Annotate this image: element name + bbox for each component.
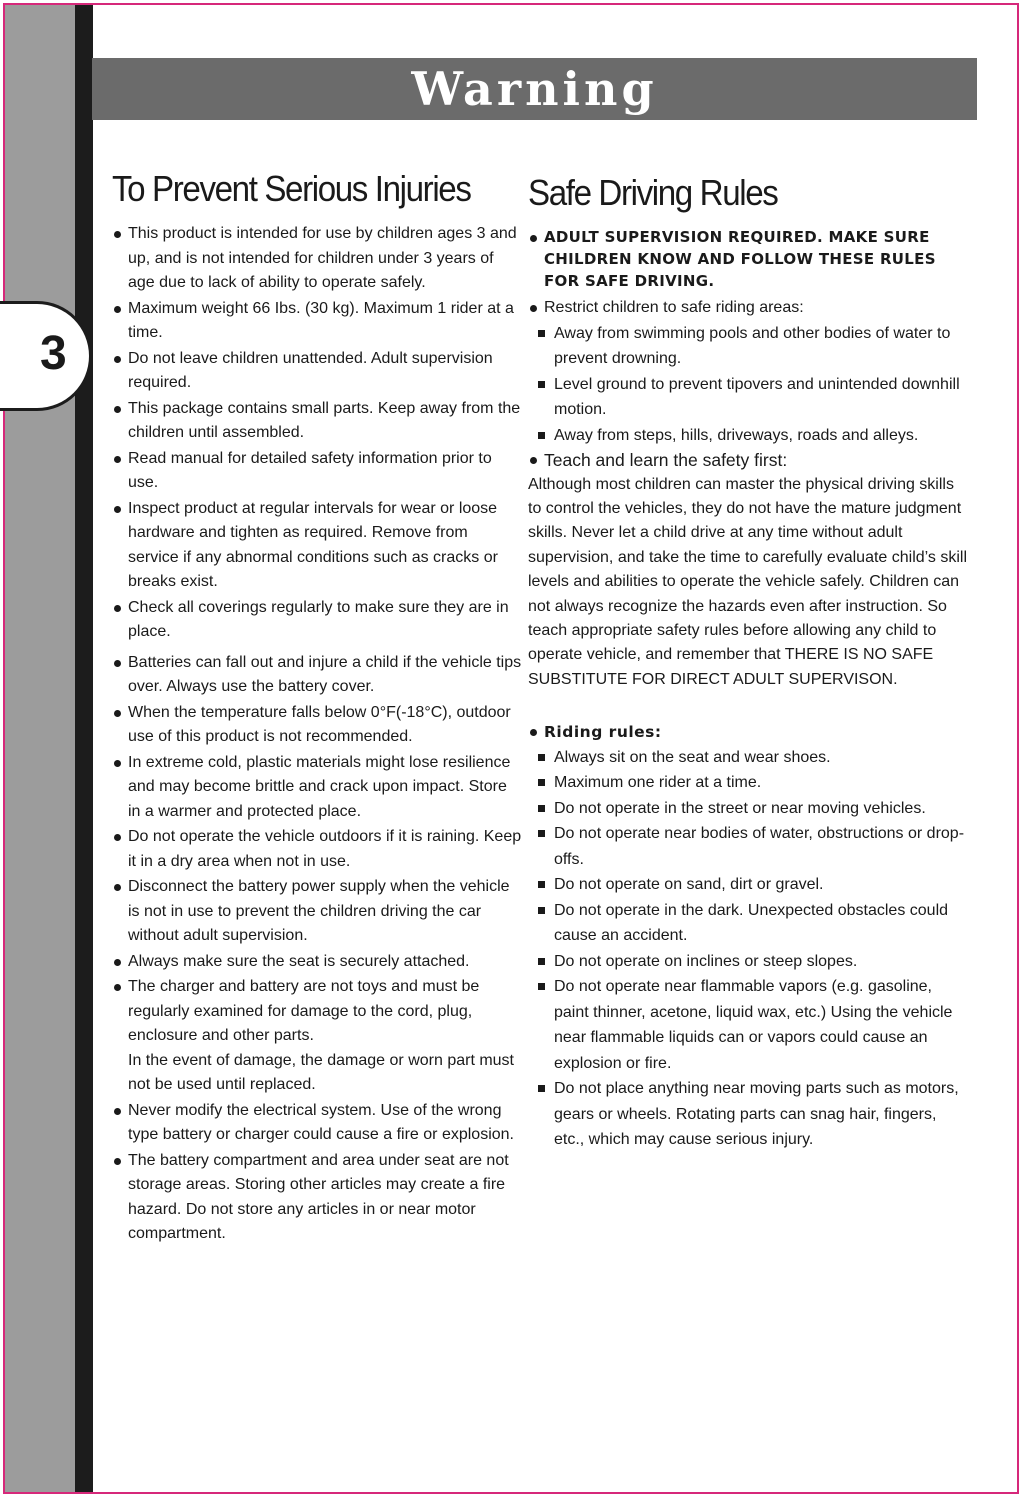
list-item: Do not operate in the dark. Unexpected obstacles could cause an accident. bbox=[528, 898, 968, 949]
restrict-list bbox=[528, 321, 968, 449]
list-item: Never modify the electrical system. Use of the wrong type battery or charger could cause a fire or explosion. bbox=[112, 1099, 522, 1148]
list-item: Do not leave children unattended. Adult supervision required. bbox=[112, 347, 522, 396]
list-item: Away from swimming pools and other bodies of water to prevent drowning. bbox=[528, 321, 968, 372]
teach-paragraph: Although most children can master the physical driving skills to control the vehicles, they do not have the mature judgment skills. Never let a child drive at any time without adult supervision, and take the time to carefully evaluate child’s skill levels and abilities to operate the vehicle safely. Children can not always recognize the hazards even after instruction. So teach appropriate safety rules before allowing any child to operate vehicle, and remember that THERE IS NO SAFE SUBSTITUTE FOR DIRECT ADULT SUPERVISON. bbox=[528, 475, 968, 688]
side-strip-gray bbox=[5, 5, 75, 1494]
list-item: Do not place anything near moving parts such as motors, gears or wheels. Rotating parts can snag hair, fingers, etc., which may cause serious injury. bbox=[528, 1076, 968, 1153]
restrict-heading: Restrict children to safe riding areas: bbox=[528, 296, 968, 321]
section-title-safe-driving: Safe Driving Rules bbox=[528, 172, 778, 213]
list-item: Do not operate on sand, dirt or gravel. bbox=[528, 872, 968, 898]
list-item: Read manual for detailed safety information prior to use. bbox=[112, 447, 522, 496]
banner-title: Warning bbox=[411, 62, 658, 116]
side-strip-dark bbox=[75, 5, 93, 1494]
injury-list bbox=[112, 222, 522, 1247]
list-item: Do not operate in the street or near moving vehicles. bbox=[528, 796, 968, 822]
list-item: When the temperature falls below 0°F(-18°C), outdoor use of this product is not recommended. bbox=[112, 701, 522, 750]
list-item: Level ground to prevent tipovers and unintended downhill motion. bbox=[528, 372, 968, 423]
list-item: Disconnect the battery power supply when the vehicle is not in use to prevent the children driving the car without adult supervision. bbox=[112, 875, 522, 949]
riding-heading: Riding rules: bbox=[528, 720, 968, 745]
teach-heading: Teach and learn the safety first: bbox=[528, 448, 968, 473]
list-item: Always make sure the seat is securely attached. bbox=[112, 950, 522, 975]
list-item: Do not operate on inclines or steep slopes. bbox=[528, 949, 968, 975]
list-item: Inspect product at regular intervals for wear or loose hardware and tighten as required. Remove from service if any abnormal conditions such as cracks or breaks exist. bbox=[112, 497, 522, 595]
list-item: In extreme cold, plastic materials might lose resilience and may become brittle and crack upon impact. Store in a warmer and protected place. bbox=[112, 751, 522, 825]
riding-heading-list bbox=[528, 720, 968, 745]
driving-list bbox=[528, 226, 968, 321]
list-item: Batteries can fall out and injure a child if the vehicle tips over. Always use the battery cover. bbox=[112, 651, 522, 700]
right-column bbox=[528, 168, 968, 1153]
list-item: Maximum one rider at a time. bbox=[528, 770, 968, 796]
list-item: This product is intended for use by children ages 3 and up, and is not intended for children under 3 years of age due to lack of ability to operate safely. bbox=[112, 222, 522, 296]
teach-list bbox=[528, 448, 968, 473]
list-item bbox=[112, 975, 522, 1098]
list-item: Maximum weight 66 Ibs. (30 kg). Maximum 1 rider at a time. bbox=[112, 297, 522, 346]
list-item: Check all coverings regularly to make sure they are in place. bbox=[112, 596, 522, 645]
list-item: This package contains small parts. Keep away from the children until assembled. bbox=[112, 397, 522, 446]
list-item: Always sit on the seat and wear shoes. bbox=[528, 745, 968, 771]
list-item: The battery compartment and area under seat are not storage areas. Storing other articles may create a fire hazard. Do not store any articles in or near motor compartment. bbox=[112, 1149, 522, 1247]
list-item: Do not operate the vehicle outdoors if it is raining. Keep it in a dry area when not in use. bbox=[112, 825, 522, 874]
riding-list bbox=[528, 745, 968, 1153]
page-number: 3 bbox=[40, 327, 67, 380]
adult-supervision-notice: ADULT SUPERVISION REQUIRED. MAKE SURE CHILDREN KNOW AND FOLLOW THESE RULES FOR SAFE DRIVING. bbox=[528, 226, 968, 292]
list-item-text: In the event of damage, the damage or worn part must not be used until replaced. bbox=[128, 1051, 514, 1093]
list-item: Do not operate near flammable vapors (e.g. gasoline, paint thinner, acetone, liquid wax, etc.) Using the vehicle near flammable liquids can or vapors could cause an explosion or fire. bbox=[528, 974, 968, 1076]
list-item: Away from steps, hills, driveways, roads and alleys. bbox=[528, 423, 968, 449]
list-item: Do not operate near bodies of water, obstructions or drop-offs. bbox=[528, 821, 968, 872]
left-column bbox=[112, 168, 522, 1248]
section-title-prevent-injuries: To Prevent Serious Injuries bbox=[112, 168, 471, 209]
list-item-text: The charger and battery are not toys and must be regularly examined for damage to the cord, plug, enclosure and other parts. bbox=[128, 978, 480, 1044]
warning-banner bbox=[92, 58, 977, 120]
spacer bbox=[528, 692, 968, 720]
